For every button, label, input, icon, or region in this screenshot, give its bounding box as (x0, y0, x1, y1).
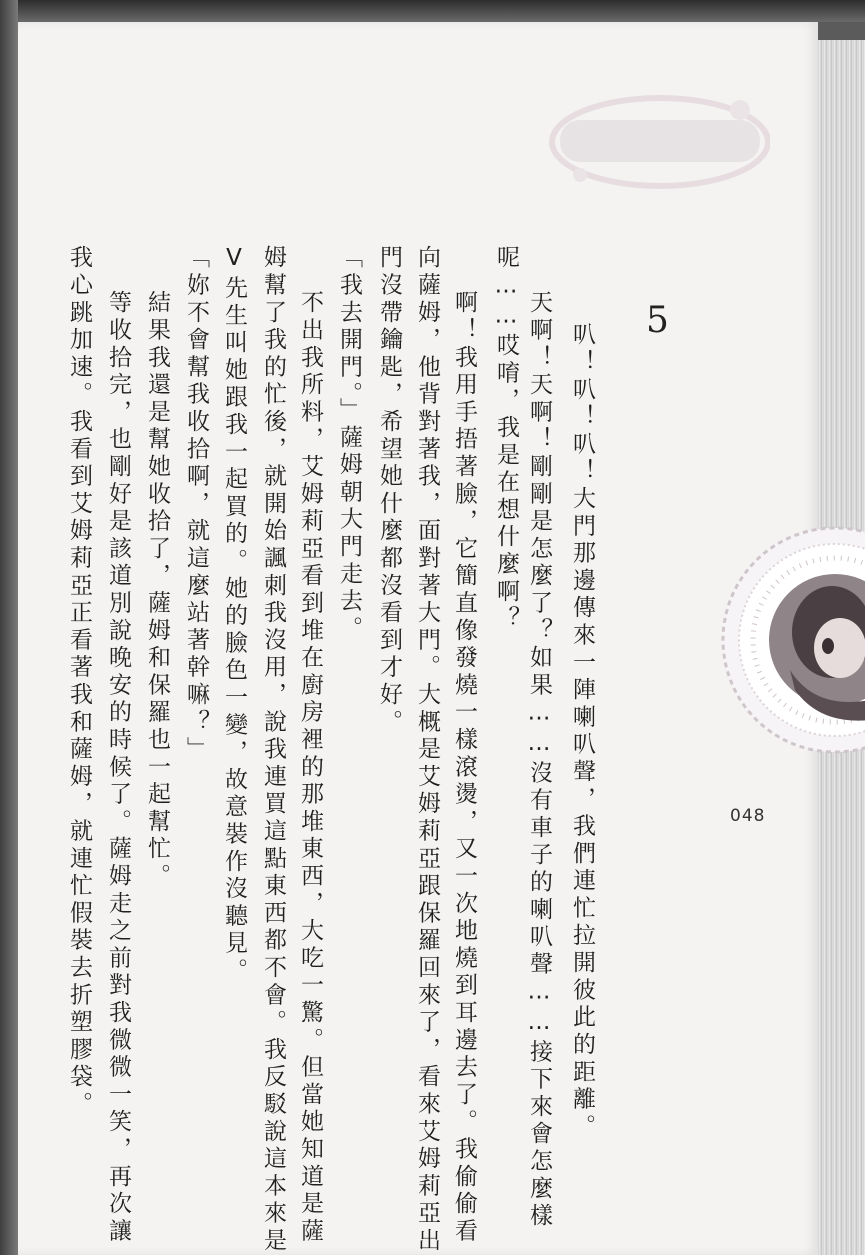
text-column-12: 結果我還是幫她收拾了，薩姆和保羅也一起幫忙。 (144, 290, 170, 891)
chapter-number: 5 (646, 300, 669, 341)
text-column-14: 我心跳加速。我看到艾姆莉亞正看著我和薩姆，就連忙假裝去折塑膠袋。 (66, 245, 92, 1119)
text-column-7: 「我去開門。」薩姆朝大門走去。 (336, 245, 362, 643)
scan-top-edge (0, 0, 865, 22)
text-column-6: 門沒帶鑰匙，希望她什麼都沒看到才好。 (376, 245, 402, 737)
page-number: 048 (730, 806, 766, 826)
bleed-through-logo (540, 80, 770, 200)
text-column-10: V先生叫她跟我一起買的。她的臉色一變，故意裝作沒聽見。 (221, 245, 247, 986)
text-column-3: 呢……哎唷，我是在想什麼啊？ (493, 245, 519, 634)
text-column-8: 不出我所料，艾姆莉亞看到堆在廚房裡的那堆東西，大吃一驚。但當她知道是薩 (297, 290, 323, 1246)
text-column-2: 天啊！天啊！剛剛是怎麼了？如果……沒有車子的喇叭聲……接下來會怎麼樣 (526, 290, 552, 1231)
text-column-11: 「妳不會幫我收拾啊，就這麼站著幹嘛？」 (183, 245, 209, 764)
text-column-13: 等收拾完，也剛好是該道別說晚安的時候了。薩姆走之前對我微微一笑，再次讓 (105, 290, 131, 1246)
scan-left-edge (0, 0, 18, 1255)
text-column-1: 叭！叭！叭！大門那邊傳來一陣喇叭聲，我們連忙拉開彼此的距離。 (569, 322, 595, 1141)
text-column-4: 啊！我用手捂著臉，它簡直像發燒一樣滾燙，又一次地燒到耳邊去了。我偷偷看 (451, 290, 477, 1246)
text-column-9: 姆幫了我的忙後，就開始諷刺我沒用，說我連買這點東西都不會。我反駁說這本來是 (260, 245, 286, 1255)
lace-medallion-illustration (720, 520, 865, 760)
text-column-5: 向薩姆，他背對著我，面對著大門。大概是艾姆莉亞跟保羅回來了，看來艾姆莉亞出 (414, 245, 440, 1255)
